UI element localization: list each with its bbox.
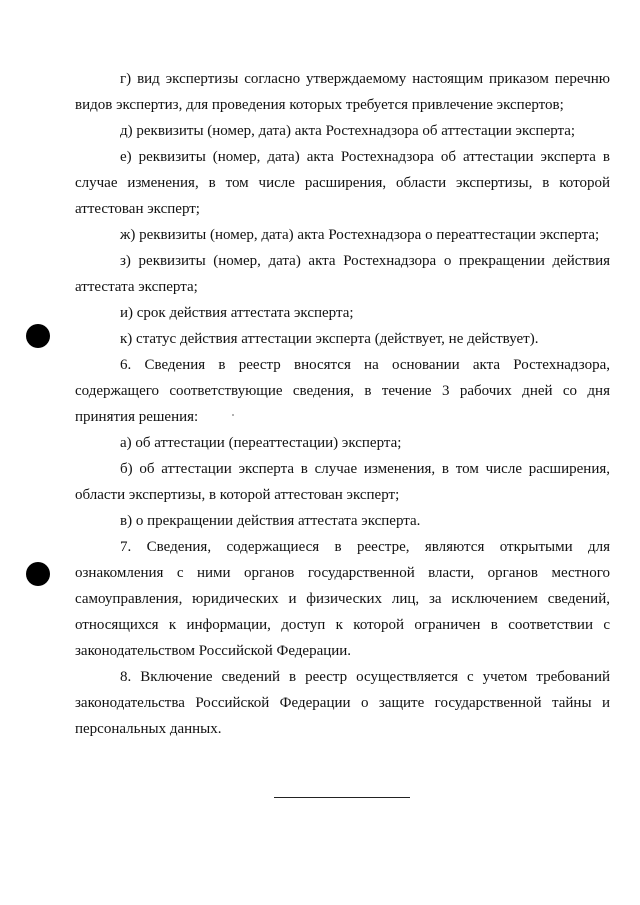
- punch-hole-top: [26, 324, 50, 348]
- document-body: [75, 66, 610, 742]
- paragraph-item-i: и) срок действия аттестата эксперта;: [120, 305, 354, 321]
- end-of-document-rule: [274, 797, 410, 798]
- paragraph-clause-7: 7. Сведения, содержащиеся в реестре, являются открытыми для ознакомления с ними органов государственной власти, органов местного самоуправления, юридических и физических лиц, за исключением сведений, относящихся к информации, доступ к которой ограничен в соответствии с законодательством Российской Федерации.: [75, 539, 610, 659]
- paragraph-item-d: д) реквизиты (номер, дата) акта Ростехнадзора об аттестации эксперта;: [120, 123, 576, 139]
- paragraph-item-e: е) реквизиты (номер, дата) акта Ростехнадзора об аттестации эксперта в случае изменения, в том числе расширения, области экспертизы, в которой аттестован эксперт;: [75, 149, 610, 217]
- paragraph-item-a: а) об аттестации (переаттестации) эксперта;: [120, 435, 402, 451]
- paragraph-item-zh: ж) реквизиты (номер, дата) акта Ростехнадзора о переаттестации эксперта;: [120, 227, 600, 243]
- paragraph-clause-8: 8. Включение сведений в реестр осуществляется с учетом требований законодательства Российской Федерации о защите государственной тайны и персональных данных.: [75, 669, 610, 737]
- punch-hole-bottom: [26, 562, 50, 586]
- paragraph-item-v: в) о прекращении действия аттестата эксперта.: [120, 513, 421, 529]
- paragraph-item-z: з) реквизиты (номер, дата) акта Ростехнадзора о прекращении действия аттестата эксперта;: [75, 253, 610, 295]
- paragraph-item-k: к) статус действия аттестации эксперта (действует, не действует).: [120, 331, 539, 347]
- paragraph-item-g: г) вид экспертизы согласно утверждаемому настоящим приказом перечню видов экспертиз, для проведения которых требуется привлечение экспертов;: [75, 71, 610, 113]
- paragraph-clause-6: 6. Сведения в реестр вносятся на основании акта Ростехнадзора, содержащего соответствующие сведения, в течение 3 рабочих дней со дня принятия решения:: [75, 357, 610, 425]
- paragraph-item-b: б) об аттестации эксперта в случае изменения, в том числе расширения, области экспертизы, в которой аттестован эксперт;: [75, 461, 610, 503]
